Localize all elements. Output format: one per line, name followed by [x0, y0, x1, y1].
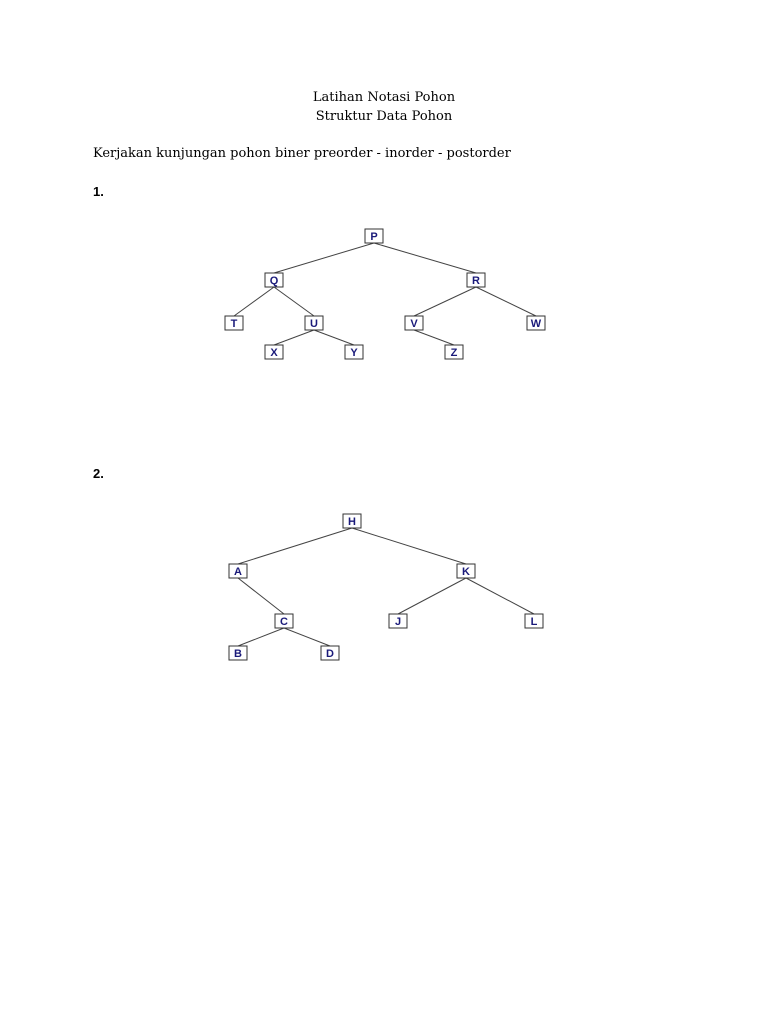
- tree-edge-q-t: [234, 287, 274, 316]
- tree-node-h: [343, 514, 361, 528]
- tree-node-j: [389, 614, 407, 628]
- tree-node-label: U: [310, 318, 318, 330]
- tree-edge-c-b: [238, 628, 284, 646]
- tree-node-label: W: [530, 318, 542, 330]
- tree-node-x: [265, 345, 283, 359]
- tree-node-q: [265, 273, 283, 287]
- tree-node-c: [275, 614, 293, 628]
- tree-node-label: D: [326, 648, 334, 660]
- document-title: Latihan Notasi Pohon: [312, 90, 456, 105]
- tree-node-label: K: [462, 566, 470, 578]
- tree-node-w: [527, 316, 545, 330]
- tree-edge-p-r: [374, 243, 476, 273]
- tree-node-k: [457, 564, 475, 578]
- tree-node-label: P: [370, 231, 378, 243]
- tree-node-a: [229, 564, 247, 578]
- tree-node-y: [345, 345, 363, 359]
- tree-edge-k-j: [398, 578, 466, 614]
- tree-node-z: [445, 345, 463, 359]
- tree-edge-v-z: [414, 330, 454, 345]
- tree-edge-c-d: [284, 628, 330, 646]
- tree-edge-r-w: [476, 287, 536, 316]
- tree-edge-a-c: [238, 578, 284, 614]
- tree-node-label: L: [530, 616, 538, 628]
- tree-node-label: X: [270, 347, 278, 359]
- question-number-1: 1.: [93, 184, 104, 199]
- tree-edge-u-y: [314, 330, 354, 345]
- tree-node-d: [321, 646, 339, 660]
- tree-node-label: Z: [450, 347, 458, 359]
- tree-node-label: V: [410, 318, 418, 330]
- tree-edge-p-q: [274, 243, 374, 273]
- document-subtitle: Struktur Data Pohon: [315, 109, 453, 124]
- tree-node-label: Q: [269, 275, 279, 287]
- instruction-text: Kerjakan kunjungan pohon biner preorder - inorder - postorder: [93, 146, 511, 161]
- binary-tree-1: [225, 229, 545, 359]
- tree-edge-q-u: [274, 287, 314, 316]
- tree-node-v: [405, 316, 423, 330]
- tree-node-label: Y: [350, 347, 358, 359]
- tree-node-label: H: [348, 516, 356, 528]
- tree-node-label: R: [472, 275, 480, 287]
- tree-node-r: [467, 273, 485, 287]
- tree-node-label: T: [230, 318, 238, 330]
- tree-node-b: [229, 646, 247, 660]
- tree-edge-h-k: [352, 528, 466, 564]
- binary-tree-2: [229, 514, 543, 660]
- tree-edge-u-x: [274, 330, 314, 345]
- tree-node-p: [365, 229, 383, 243]
- tree-edge-r-v: [414, 287, 476, 316]
- tree-node-label: A: [234, 566, 242, 578]
- tree-node-u: [305, 316, 323, 330]
- tree-node-label: J: [394, 616, 402, 628]
- tree-node-label: B: [234, 648, 242, 660]
- question-number-2: 2.: [93, 466, 104, 481]
- tree-node-t: [225, 316, 243, 330]
- tree-node-label: C: [280, 616, 288, 628]
- tree-edge-k-l: [466, 578, 534, 614]
- tree-node-l: [525, 614, 543, 628]
- tree-edge-h-a: [238, 528, 352, 564]
